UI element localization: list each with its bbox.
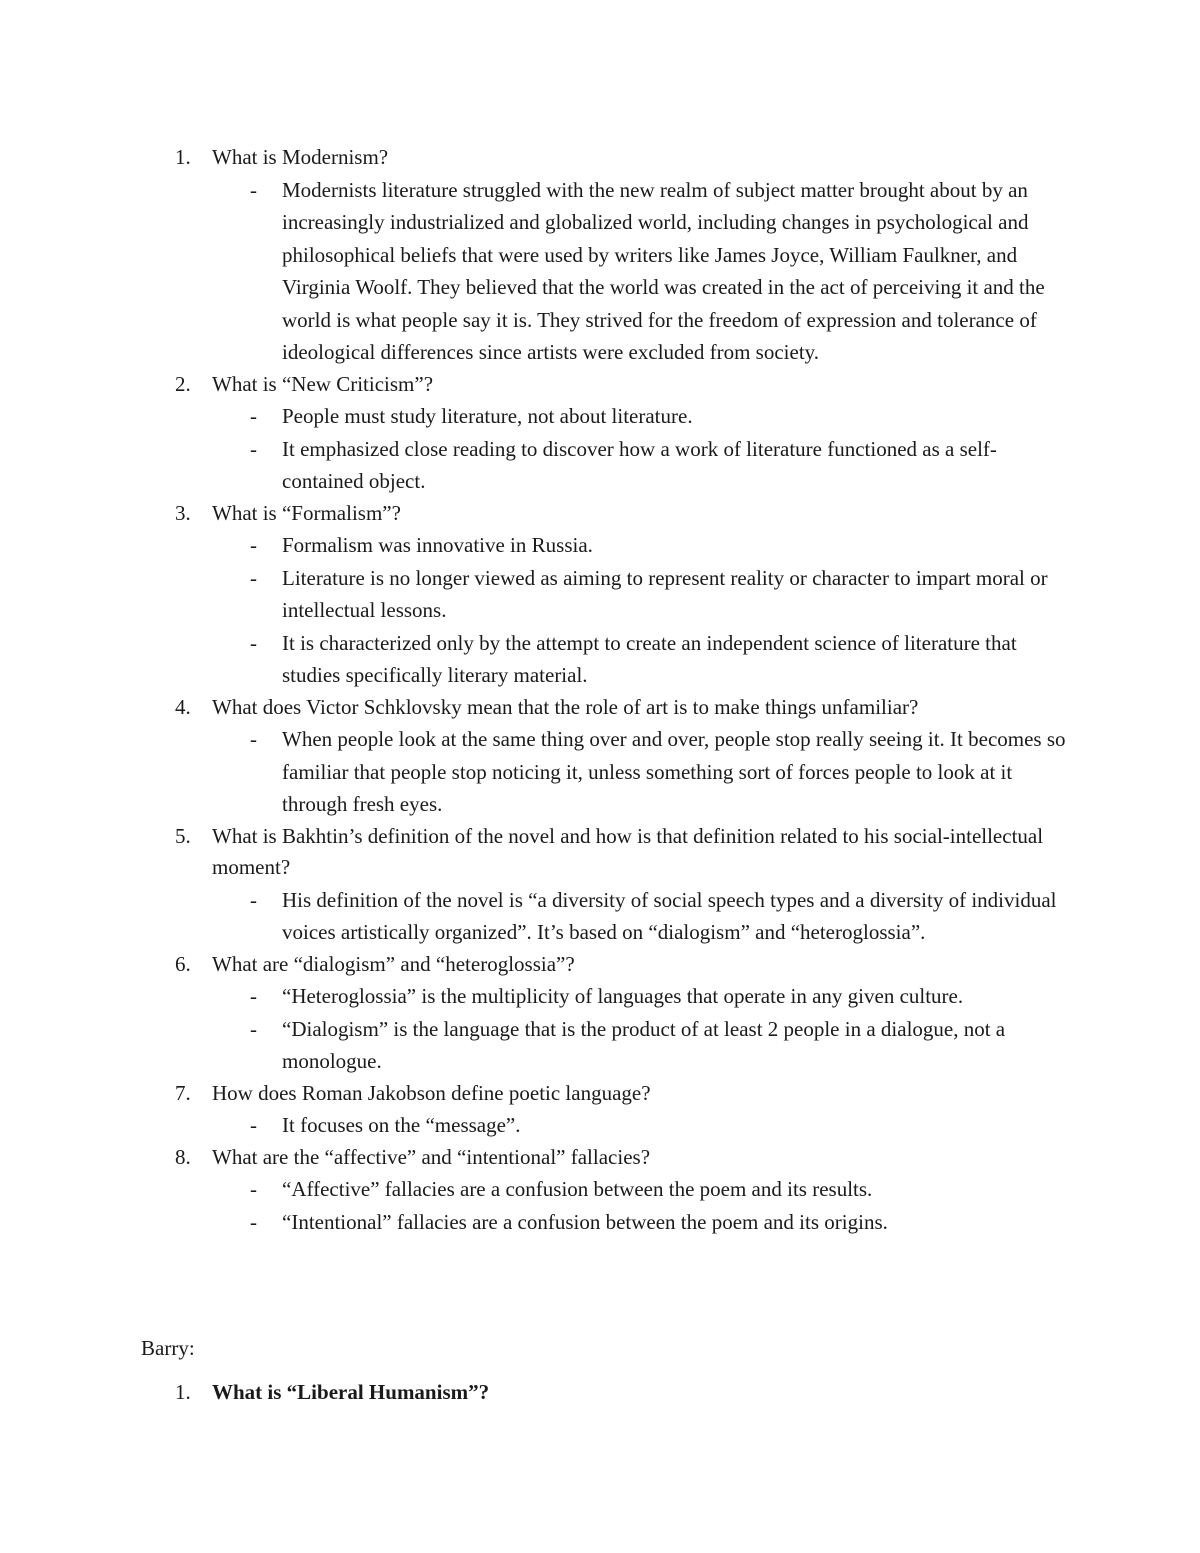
question-text: What is Bakhtin’s definition of the novel and how is that definition related to his social-intellectual moment? (212, 823, 1044, 879)
question-item (0, 692, 1200, 724)
question-number: 5. (175, 823, 191, 848)
answer-text: Literature is no longer viewed as aiming to represent reality or character to impart moral or intellectual lessons. (282, 565, 1048, 622)
section-label: Barry: (141, 1336, 195, 1360)
question-number: 7. (175, 1080, 191, 1105)
dash-marker: - (250, 887, 257, 912)
question-number: 8. (175, 1144, 191, 1169)
question-text: What are the “affective” and “intentional” fallacies? (212, 1144, 651, 1169)
dash-marker: - (250, 436, 257, 461)
answer-text: It focuses on the “message”. (282, 1113, 521, 1137)
question-text: What is “Liberal Humanism”? (212, 1380, 490, 1404)
answer-item (0, 562, 1200, 627)
answer-item (0, 433, 1200, 498)
question-number: 1. (175, 1380, 191, 1404)
question-item (0, 142, 1200, 174)
question-item (0, 1377, 1200, 1409)
dash-marker: - (250, 984, 257, 1008)
answer-text: It emphasized close reading to discover how a work of literature functioned as a self-contained object. (282, 436, 997, 493)
answer-item (0, 723, 1200, 821)
answer-item (0, 1206, 1200, 1239)
question-text: What is “New Criticism”? (212, 371, 434, 396)
answer-text: Formalism was innovative in Russia. (282, 533, 593, 557)
answer-item (0, 884, 1200, 949)
dash-marker: - (250, 565, 257, 590)
question-text: What is Modernism? (212, 145, 389, 169)
dash-marker: - (250, 1177, 257, 1201)
dash-marker: - (250, 630, 257, 655)
dash-marker: - (250, 727, 257, 751)
answer-text: Modernists literature struggled with the new realm of subject matter brought about by an increasingly industrialized and globalized world, including changes in psychological and philosophical beliefs that were used by writers like James Joyce, William Faulkner, and Virginia Woolf. They believed that the world was created in the act of perceiving it and the world is what people say it is. They strived for the freedom of expression and tolerance of ideological differences since artists were excluded from society. (282, 177, 1045, 364)
question-number: 6. (175, 951, 191, 976)
answer-text: His definition of the novel is “a diversity of social speech types and a diversity of individual voices artistically organized”. It’s based on “dialogism” and “heteroglossia”. (282, 887, 1057, 944)
answer-text: “Heteroglossia” is the multiplicity of languages that operate in any given culture. (282, 984, 964, 1008)
question-number: 3. (175, 500, 191, 525)
answer-text: When people look at the same thing over and over, people stop really seeing it. It becomes so familiar that people stop noticing it, unless something sort of forces people to look at it through fresh eyes. (282, 727, 1066, 816)
question-item (0, 949, 1200, 981)
answer-text: “Intentional” fallacies are a confusion between the poem and its origins. (282, 1209, 888, 1234)
answer-item (0, 174, 1200, 369)
dash-marker: - (250, 1113, 257, 1137)
question-list (0, 142, 1200, 1238)
answer-item (0, 980, 1200, 1013)
dash-marker: - (250, 1209, 257, 1234)
answer-text: People must study literature, not about literature. (282, 404, 693, 428)
question-number: 1. (175, 145, 191, 169)
answer-item (0, 1013, 1200, 1078)
question-item (0, 1078, 1200, 1110)
question-text: How does Roman Jakobson define poetic language? (212, 1080, 651, 1105)
question-number: 4. (175, 694, 191, 719)
answer-item (0, 529, 1200, 562)
dash-marker: - (250, 404, 257, 428)
answer-text: It is characterized only by the attempt to create an independent science of literature that studies specifically literary material. (282, 630, 1017, 687)
dash-marker: - (250, 533, 257, 557)
answer-item (0, 400, 1200, 433)
question-text: What is “Formalism”? (212, 500, 401, 525)
question-item (0, 821, 1200, 884)
barry-question-list (0, 1377, 1200, 1409)
question-number: 2. (175, 371, 191, 396)
question-text: What does Victor Schklovsky mean that the role of art is to make things unfamiliar? (212, 694, 919, 719)
question-item (0, 369, 1200, 401)
question-item (0, 498, 1200, 530)
answer-text: “Affective” fallacies are a confusion between the poem and its results. (282, 1177, 873, 1201)
answer-item (0, 1173, 1200, 1206)
dash-marker: - (250, 1016, 257, 1041)
dash-marker: - (250, 177, 257, 202)
question-text: What are “dialogism” and “heteroglossia”? (212, 951, 575, 976)
answer-item (0, 627, 1200, 692)
answer-item (0, 1109, 1200, 1142)
answer-text: “Dialogism” is the language that is the product of at least 2 people in a dialogue, not a monologue. (282, 1016, 1006, 1073)
question-item (0, 1142, 1200, 1174)
